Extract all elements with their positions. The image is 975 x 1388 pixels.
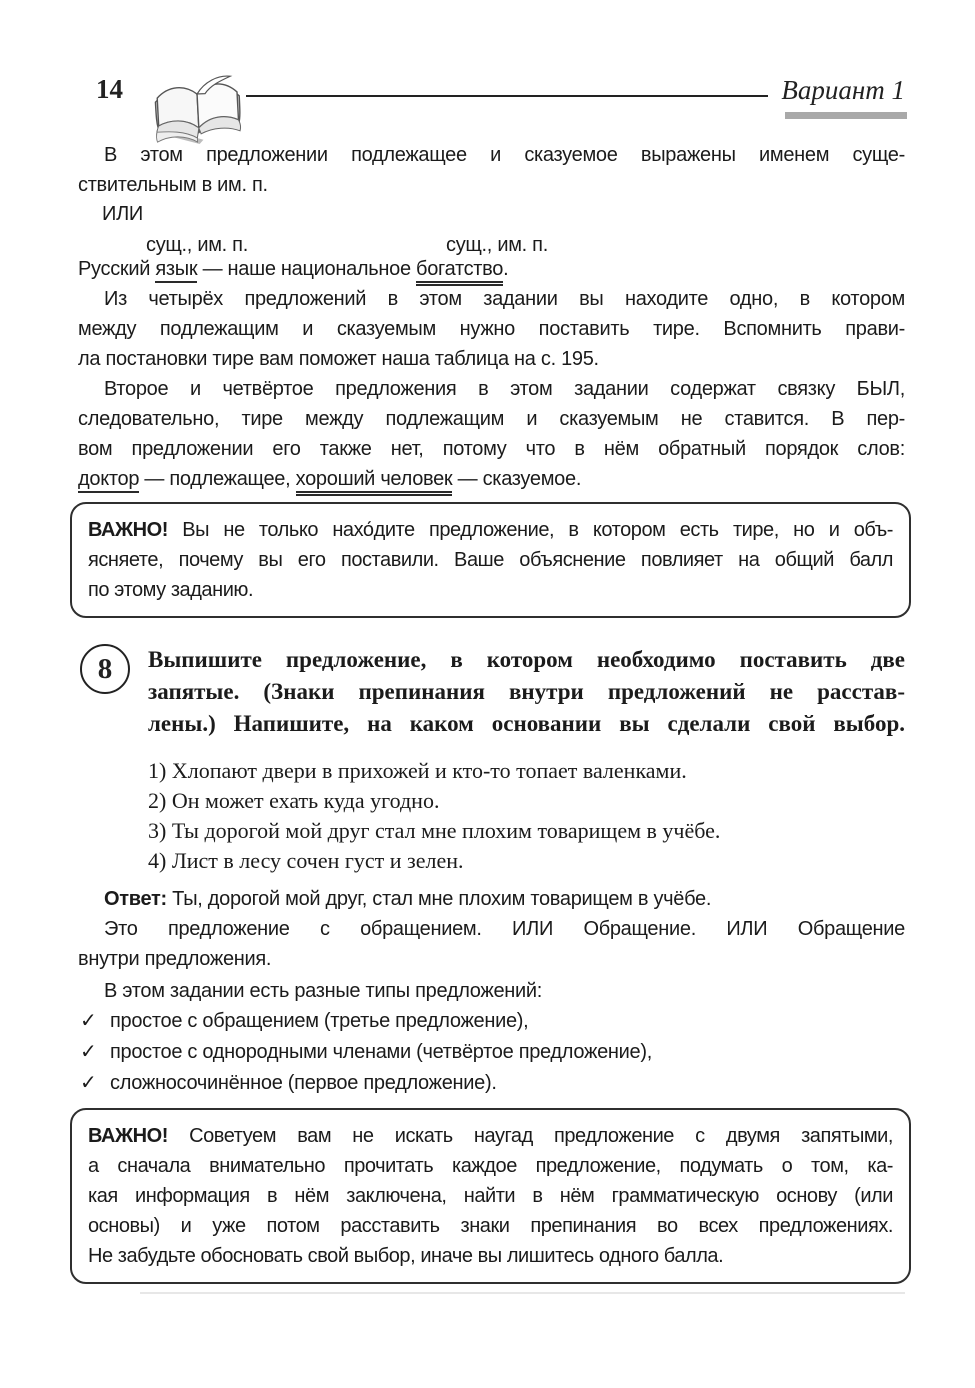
important-note-box-2 (70, 1108, 911, 1284)
grammar-label-subject: сущ., им. п. (146, 234, 248, 256)
option-text: Хлопают двери в прихожей и кто-то топает валенками. (166, 758, 687, 783)
sentence-options-list (148, 756, 905, 876)
type-item-text: простое с однородными членами (четвёртое предложение), (110, 1041, 652, 1063)
important-note-box-1 (70, 502, 911, 618)
answer-line (78, 884, 905, 914)
option-number: 1) (148, 758, 167, 783)
open-book-icon (146, 70, 250, 159)
paragraph-explanation-1 (78, 284, 905, 374)
grammar-labels-line (78, 228, 905, 254)
underlined-subject: доктор (78, 468, 139, 493)
text-line: Не забудьте обосновать свой выбор, иначе вы лишитесь одного балла. (88, 1245, 724, 1267)
sentence-option (148, 816, 905, 846)
answer-label: Ответ: (104, 888, 167, 910)
variant-label: Вариант 1 (781, 75, 905, 105)
variant-underline-bar (785, 112, 907, 119)
text-line: между подлежащим и сказуемым нужно поставить тире. Вспомнить прави- (78, 318, 905, 340)
check-icon: ✓ (80, 1010, 97, 1032)
answer-text: Ты, дорогой мой друг, стал мне плохим товарищем в учёбе. (166, 888, 712, 910)
exercise-number-badge: 8 (80, 644, 130, 694)
text-line: кая информация в нём заключена, найти в нём грамматическую основу (или (88, 1185, 893, 1207)
text-line (88, 515, 893, 545)
text-line: В этом предложении подлежащее и сказуемое выражены именем суще- (104, 144, 905, 166)
page-number: 14 (96, 74, 123, 104)
type-item (78, 1068, 905, 1099)
text-line: Из четырёх предложений в этом задании вы находите одно, в котором (104, 288, 905, 310)
sentence-segment: — сказуемое. (452, 468, 582, 490)
option-text: Он может ехать куда угодно. (166, 788, 440, 813)
text-line: основы) и уже потом расставить знаки препинания во всех предложениях. (88, 1215, 893, 1237)
grammar-label-predicate: сущ., им. п. (446, 234, 548, 256)
check-icon: ✓ (80, 1072, 97, 1094)
sentence-segment: — подлежащее, (139, 468, 296, 490)
sentence-segment: . (503, 258, 509, 280)
page-scan-shadow-line (140, 1292, 905, 1294)
double-underlined-predicate: хороший человек (296, 468, 453, 496)
type-item-text: сложносочинённое (первое предложение). (110, 1072, 497, 1094)
sentence-option (148, 756, 905, 786)
important-label: ВАЖНО! (88, 1125, 168, 1147)
header-rule (246, 95, 768, 97)
option-number: 2) (148, 788, 167, 813)
important-text: Вы не только нахо́дите предложение, в котором есть тире, но и объ- (167, 519, 893, 541)
or-label: ИЛИ (102, 203, 143, 225)
text-line: Это предложение с обращением. ИЛИ Обращение. ИЛИ Обращение (104, 918, 905, 940)
type-item (78, 1006, 905, 1037)
option-text: Лист в лесу сочен густ и зелен. (166, 848, 464, 873)
option-number: 3) (148, 818, 167, 843)
exercise-block (78, 644, 905, 740)
text-line: следовательно, тире между подлежащим и сказуемым не ставится. В пер- (78, 408, 905, 430)
types-intro: В этом задании есть разные типы предложений: (104, 980, 543, 1002)
text-line: а сначала внимательно прочитать каждое предложение, подумать о том, ка- (88, 1155, 893, 1177)
text-line: ла постановки тире вам поможет наша таблица на с. 195. (78, 348, 599, 370)
answer-block (78, 884, 905, 974)
grammar-example-line (78, 464, 905, 494)
text-line: Выпишите предложение, в котором необходимо поставить две (148, 647, 905, 672)
text-line: Второе и четвёртое предложения в этом задании содержат связку БЫЛ, (104, 378, 905, 400)
sentence-segment: Русский (78, 258, 156, 280)
option-text: Ты дорогой мой друг стал мне плохим товарищем в учёбе. (166, 818, 721, 843)
text-line: запятые. (Знаки препинания внутри предложений не расстав- (148, 679, 905, 704)
text-line: ствительным в им. п. (78, 174, 268, 196)
exercise-prompt (148, 644, 905, 740)
paragraph-intro (78, 140, 905, 284)
important-text: Советуем вам не искать наугад предложение с двумя запятыми, (167, 1125, 893, 1147)
text-line: внутри предложения. (78, 948, 272, 970)
check-icon: ✓ (80, 1041, 97, 1063)
sentence-segment: — наше национальное (197, 258, 417, 280)
underlined-subject: язык (155, 258, 197, 283)
text-line (88, 1121, 893, 1151)
double-underlined-predicate: богатство (416, 258, 503, 286)
type-item (78, 1037, 905, 1068)
page-header (78, 72, 905, 130)
sentence-types-block (78, 976, 905, 1099)
type-item-text: простое с обращением (третье предложение), (110, 1010, 529, 1032)
paragraph-explanation-2 (78, 374, 905, 494)
text-line: вом предложении его также нет, потому что в нём обратный порядок слов: (78, 438, 905, 460)
option-number: 4) (148, 848, 167, 873)
sentence-option (148, 786, 905, 816)
text-line: ясняете, почему вы его поставили. Ваше объяснение повлияет на общий балл (88, 549, 893, 571)
text-line: по этому заданию. (88, 579, 254, 601)
important-label: ВАЖНО! (88, 519, 168, 541)
text-line: лены.) Напишите, на каком основании вы сделали свой выбор. (148, 711, 905, 736)
sentence-option (148, 846, 905, 876)
